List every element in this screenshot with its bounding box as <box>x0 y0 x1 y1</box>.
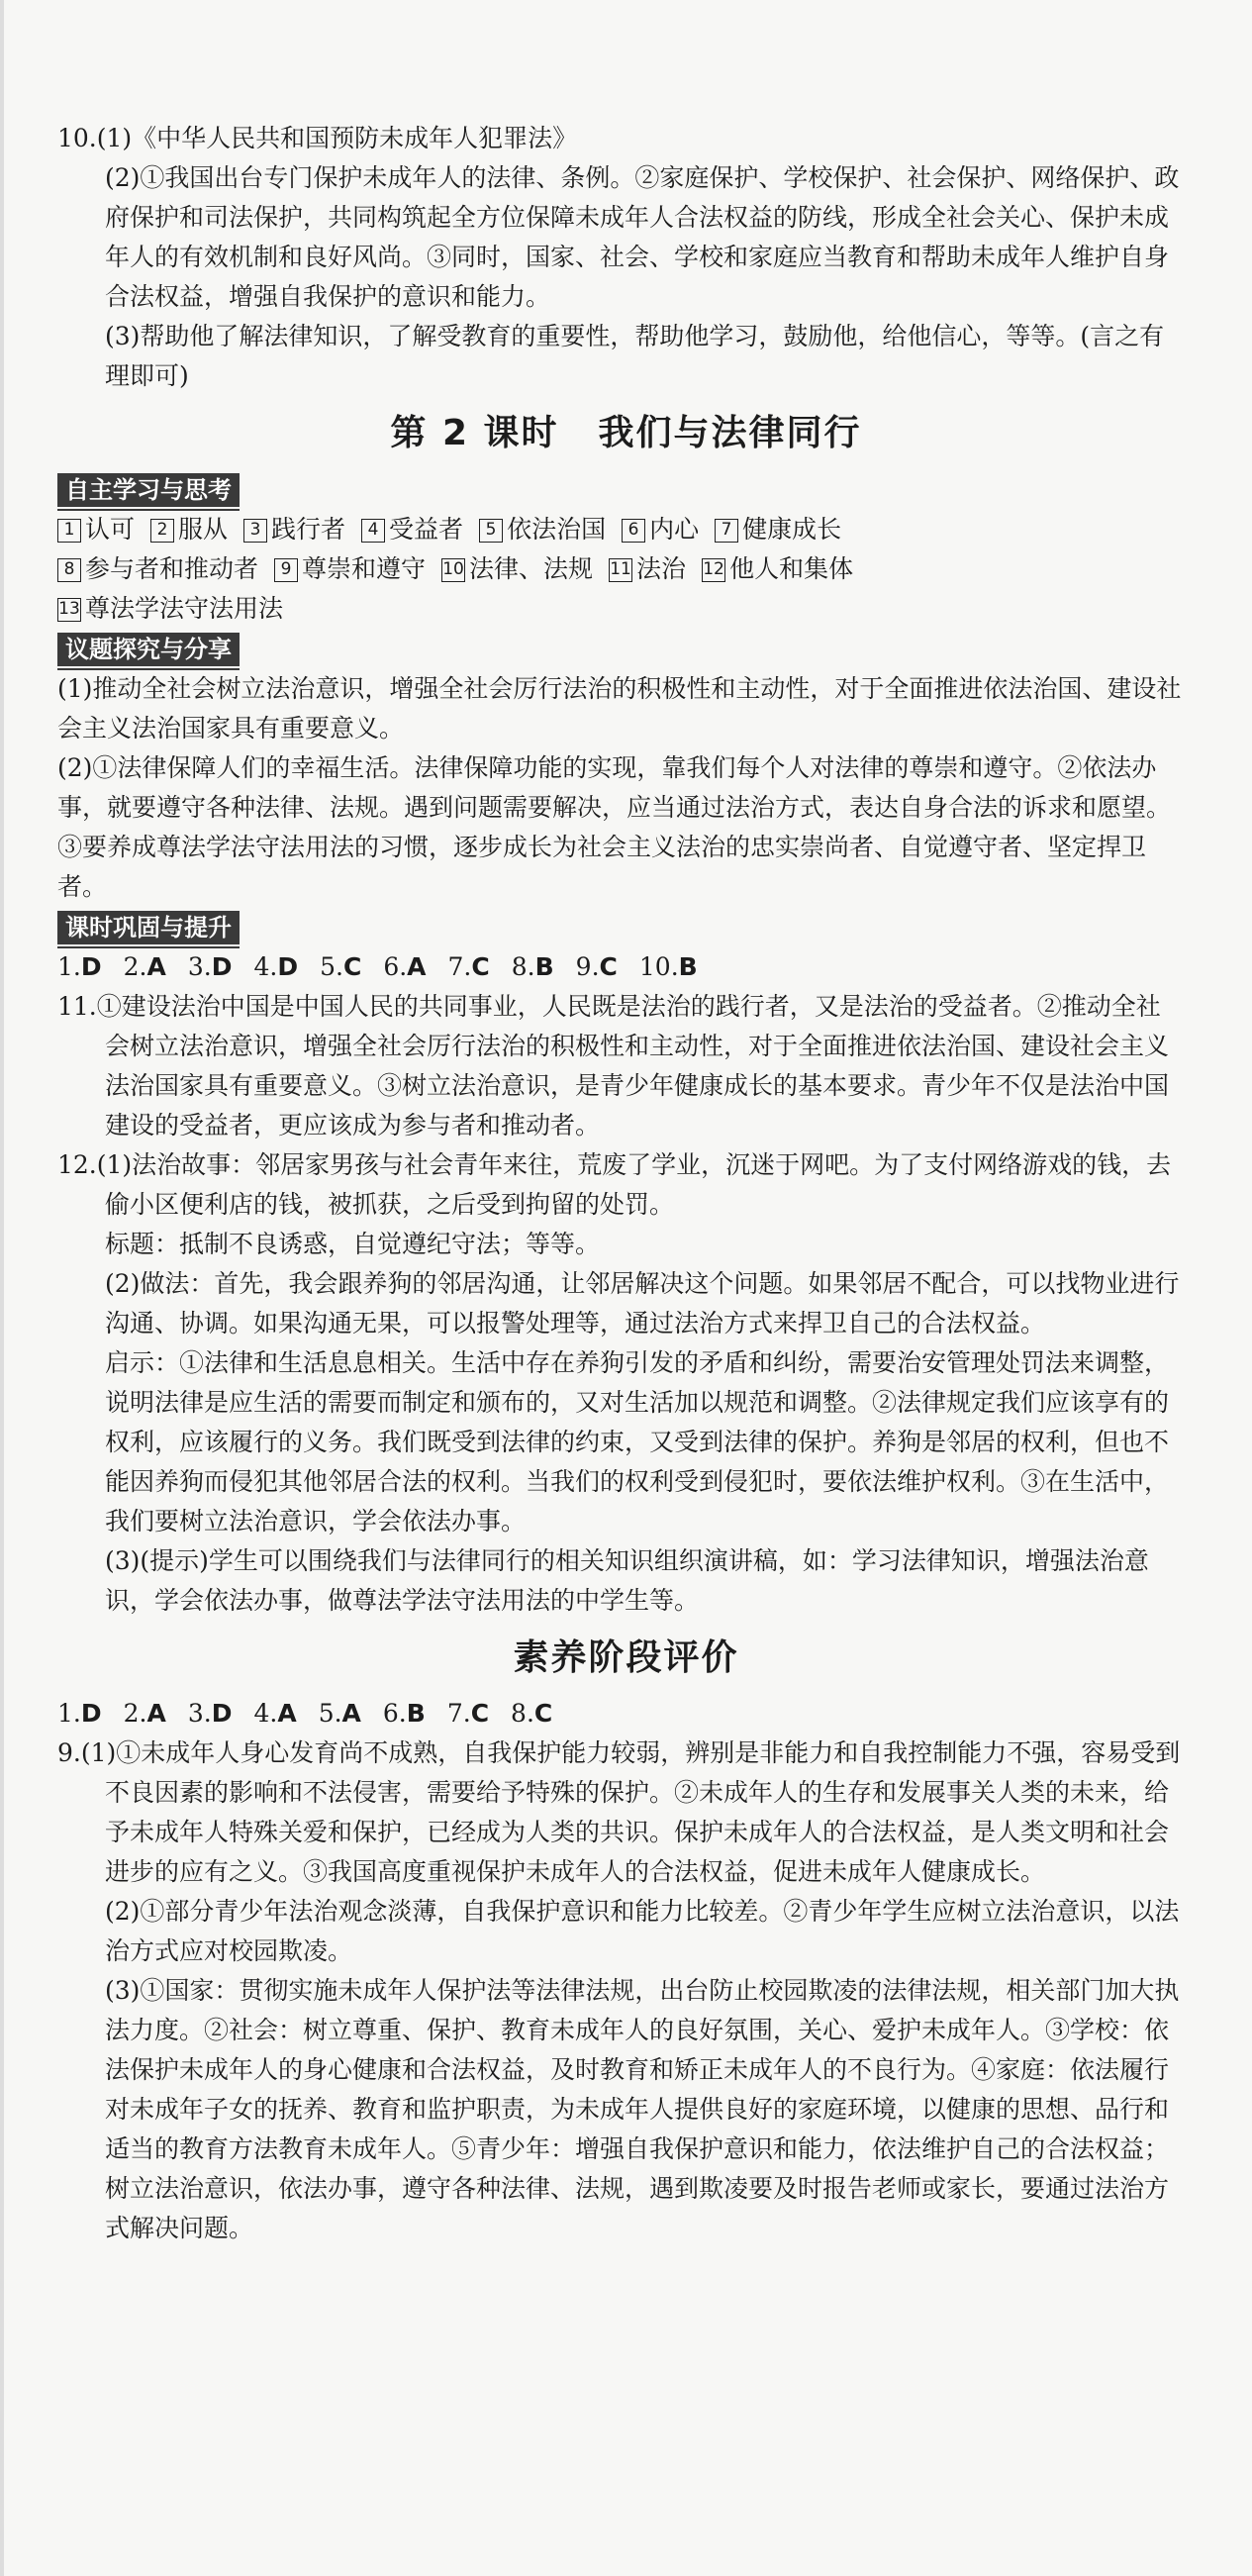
q12-title: 标题：抵制不良诱惑，自觉遵纪守法；等等。 <box>105 1230 601 1258</box>
mc-item: 3.D <box>187 1699 233 1728</box>
q10-part2: (2)①我国出台专门保护未成年人的法律、条例。②家庭保护、学校保护、社会保护、网络保护、政府保护和司法保护，共同构筑起全方位保障未成年人合法权益的防线，形成全社会关心、保护未成年人的有效机制和良好风尚。③同时，国家、社会、学校和家庭应当教育和帮助未成年人维护自身合法权益，增强自我保护的意识和能力。 <box>105 163 1180 311</box>
blank-answer: 11 法治 <box>610 554 687 583</box>
mc-item: 6.B <box>382 1699 426 1728</box>
blank-answer: 2 服从 <box>150 510 228 549</box>
lesson-title <box>0 406 1252 461</box>
mc-answers-2 <box>0 1694 1252 1734</box>
section-explore: 议题探究与分享 <box>57 633 240 666</box>
q11-answer: 11.①建设法治中国是中国人民的共同事业，人民既是法治的践行者，又是法治的受益者。②推动全社会树立法治意识，增强全社会厉行法治的积极性和主动性，对于全面推进依法治国、建设社会主义法治国家具有重要意义。③树立法治意识，是青少年健康成长的基本要求。青少年不仅是法治中国建设的受益者，更应该成为参与者和推动者。 <box>57 992 1170 1139</box>
lesson-name: 我们与法律同行 <box>598 413 862 453</box>
q12-insight: 启示：①法律和生活息息相关。生活中存在养狗引发的矛盾和纠纷，需要治安管理处罚法来调整，说明法律是应生活的需要而制定和颁布的，又对生活加以规范和调整。②法律规定我们应该享有的权利，应该履行的义务。我们既受到法律的约束，又受到法律的保护。养狗是邻居的权利，但也不能因养狗而侵犯其他邻居合法的权利。当我们的权利受到侵犯时，要依法维护权利。③在生活中，我们要树立法治意识，学会依法办事。 <box>105 1348 1170 1536</box>
q9-part2: (2)①部分青少年法治观念淡薄，自我保护意识和能力比较差。②青少年学生应树立法治意识，以法治方式应对校园欺凌。 <box>105 1897 1180 1965</box>
blank-answer: 13 尊法学法守法用法 <box>58 594 284 623</box>
stage-evaluation-title: 素养阶段评价 <box>513 1637 739 1678</box>
mc-item: 10.B <box>638 952 698 981</box>
blank-answer: 3 践行者 <box>243 510 345 549</box>
mc-item: 8.B <box>511 952 554 981</box>
q12-part1: 12.(1)法治故事：邻居家男孩与社会青年来往，荒废了学业，沉迷于网吧。为了支付网络游戏的钱，去偷小区便利店的钱，被抓获，之后受到拘留的处罚。 <box>57 1150 1172 1219</box>
mc-item: 5.A <box>318 1699 361 1728</box>
blank-answer: 5 依法治国 <box>479 510 606 549</box>
mc-item: 1.D <box>57 1699 102 1728</box>
q12-part3: (3)(提示)学生可以围绕我们与法律同行的相关知识组织演讲稿，如：学习法律知识，增强法治意识，学会依法办事，做尊法学法守法用法的中学生等。 <box>105 1546 1149 1615</box>
blank-answer: 7 健康成长 <box>715 510 841 549</box>
section-self-study: 自主学习与思考 <box>57 473 240 507</box>
explore-part1: (1)推动全社会树立法治意识，增强全社会厉行法治的积极性和主动性，对于全面推进依法治国、建设社会主义法治国家具有重要意义。 <box>57 674 1182 743</box>
lesson-number: 第 2 课时 <box>390 413 559 453</box>
mc-item: 9.C <box>575 952 618 981</box>
mc-item: 7.C <box>447 952 490 981</box>
q10-part3: (3)帮助他了解法律知识，了解受教育的重要性，帮助他学习，鼓励他，给他信心，等等。(言之有理即可) <box>105 322 1165 390</box>
blank-answer: 12 他人和集体 <box>703 554 854 583</box>
q12-part2: (2)做法：首先，我会跟养狗的邻居沟通，让邻居解决这个问题。如果邻居不配合，可以找物业进行沟通、协调。如果沟通无果，可以报警处理等，通过法治方式来捍卫自己的合法权益。 <box>105 1269 1180 1338</box>
mc-item: 2.A <box>123 1699 166 1728</box>
blank-answers-row2 <box>0 549 1252 589</box>
mc-item: 3.D <box>187 952 233 981</box>
mc-item: 1.D <box>57 952 102 981</box>
blank-answer: 4 受益者 <box>361 510 463 549</box>
section-consolidate: 课时巩固与提升 <box>57 911 240 944</box>
mc-item: 2.A <box>123 952 166 981</box>
mc-item: 5.C <box>320 952 362 981</box>
blank-answer: 1 认可 <box>57 510 135 549</box>
q9-part3: (3)①国家：贯彻实施未成年人保护法等法律法规，出台防止校园欺凌的法律法规，相关部门加大执法力度。②社会：树立尊重、保护、教育未成年人的良好氛围，关心、爱护未成年人。③学校：依法保护未成年人的身心健康和合法权益，及时教育和矫正未成年人的不良行为。④家庭：依法履行对未成年子女的抚养、教育和监护职责，为未成年人提供良好的家庭环境，以健康的思想、品行和适当的教育方法教育未成年人。⑤青少年：增强自我保护意识和能力，依法维护自己的合法权益；树立法治意识，依法办事，遵守各种法律、法规，遇到欺凌要及时报告老师或家长，要通过法治方式解决问题。 <box>105 1976 1180 2242</box>
explore-part2: (2)①法律保障人们的幸福生活。法律保障功能的实现，靠我们每个人对法律的尊崇和遵守。②依法办事，就要遵守各种法律、法规。遇到问题需要解决，应当通过法治方式，表达自身合法的诉求和愿望。③要养成尊法学法守法用法的习惯，逐步成长为社会主义法治的忠实崇尚者、自觉遵守者、坚定捍卫者。 <box>57 753 1172 901</box>
mc-item: 7.C <box>446 1699 490 1728</box>
mc-item: 6.A <box>383 952 427 981</box>
blank-answer: 8 参与者和推动者 <box>57 549 258 589</box>
q10-part1: 10.(1)《中华人民共和国预防未成年人犯罪法》 <box>57 124 578 152</box>
blank-answer: 10 法律、法规 <box>442 554 594 583</box>
mc-item: 8.C <box>511 1699 553 1728</box>
mc-item: 4.A <box>253 1699 297 1728</box>
blank-answers-row3 <box>0 589 1252 629</box>
blank-answer: 6 内心 <box>622 510 699 549</box>
blank-answer: 9 尊崇和遵守 <box>274 549 426 589</box>
blank-answers-row1 <box>0 510 1252 549</box>
q9-part1: 9.(1)①未成年人身心发育尚不成熟，自我保护能力较弱，辨别是非能力和自我控制能力不强，容易受到不良因素的影响和不法侵害，需要给予特殊的保护。②未成年人的生存和发展事关人类的未来，给予未成年人特殊关爱和保护，已经成为人类的共识。保护未成年人的合法权益，是人类文明和社会进步的应有之义。③我国高度重视保护未成年人的合法权益，促进未成年人健康成长。 <box>57 1738 1181 1886</box>
mc-answers-1 <box>0 947 1252 987</box>
answer-page <box>0 119 1252 2248</box>
mc-item: 4.D <box>253 952 299 981</box>
